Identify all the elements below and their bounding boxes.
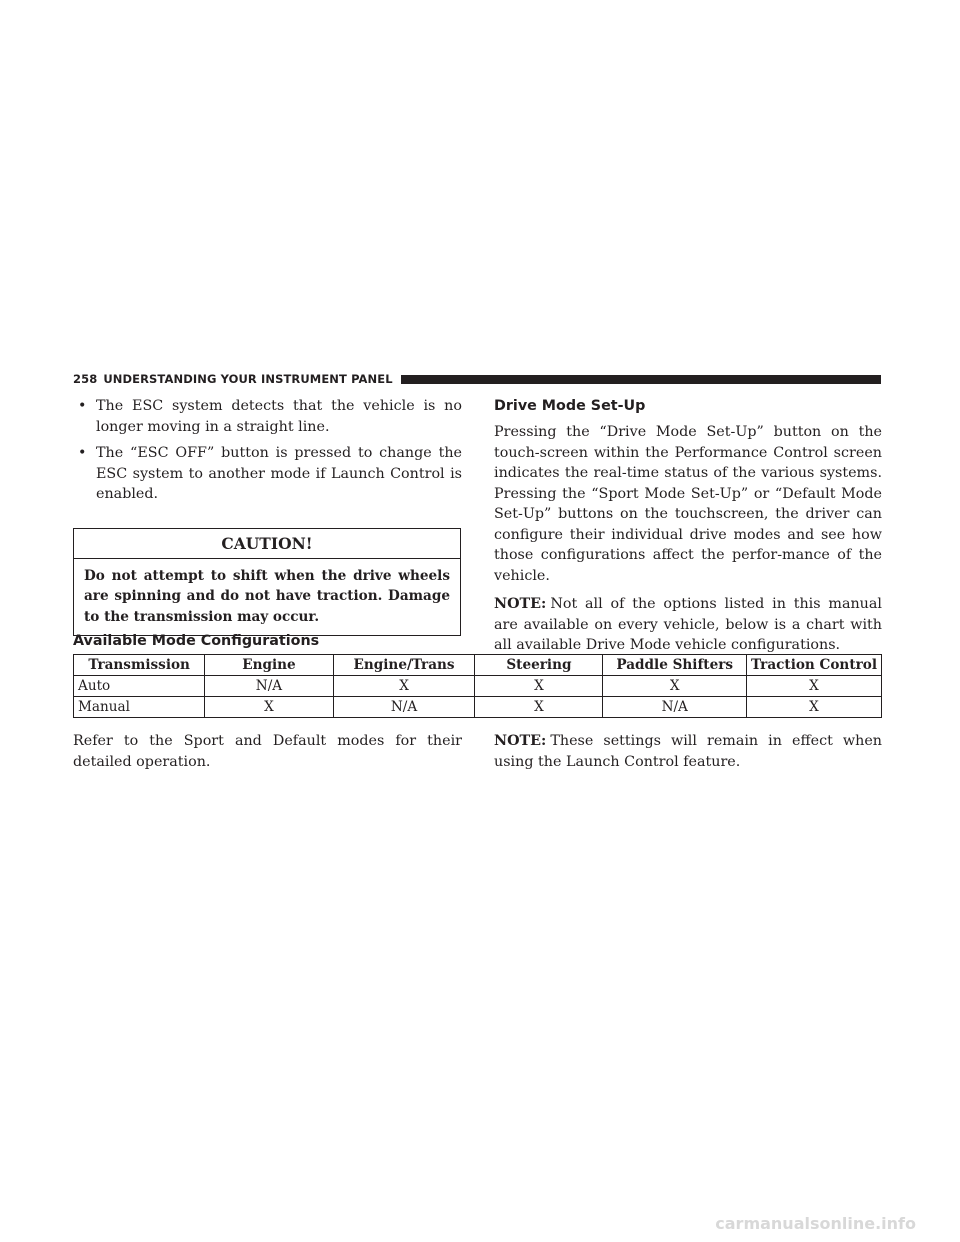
column-header: Engine bbox=[205, 655, 333, 676]
table-cell: Manual bbox=[74, 697, 205, 718]
table-cell: X bbox=[603, 676, 747, 697]
caution-text: Do not attempt to shift when the drive wheels are spinning and do not have traction. Damage to the transmission may occur. bbox=[84, 567, 450, 625]
bullet-text: The ESC system detects that the vehicle is no longer moving in a straight line. bbox=[96, 398, 462, 435]
bottom-right-note bbox=[494, 731, 882, 772]
left-column bbox=[73, 396, 462, 636]
configurations-table bbox=[73, 654, 882, 718]
table-row bbox=[74, 676, 882, 697]
table-cell: X bbox=[747, 676, 882, 697]
column-header: Paddle Shifters bbox=[603, 655, 747, 676]
column-header: Engine/Trans bbox=[333, 655, 475, 676]
note-label: NOTE: bbox=[494, 733, 547, 749]
note-paragraph bbox=[494, 594, 882, 656]
bullet-text: The “ESC OFF” button is pressed to change the ESC system to another mode if Launch Control is enabled. bbox=[96, 445, 462, 502]
bottom-left-text: Refer to the Sport and Default modes for their detailed operation. bbox=[73, 733, 462, 770]
table-title: Available Mode Configurations bbox=[73, 633, 320, 649]
note-text: These settings will remain in effect when using the Launch Control feature. bbox=[494, 733, 882, 770]
drive-mode-paragraph: Pressing the “Drive Mode Set-Up” button on the touch-screen within the Performance Control screen indicates the real-time status of the various systems. Pressing the “Sport Mode Set-Up” or “Default Mode Set-Up” buttons on the touchscreen, the driver can configure their individual drive modes and see how those configurations affect the perfor-mance of the vehicle. bbox=[494, 424, 882, 584]
page-header bbox=[73, 372, 881, 386]
page-number: 258 bbox=[73, 372, 98, 386]
right-column bbox=[494, 396, 882, 664]
header-rule bbox=[401, 375, 881, 384]
table-cell: X bbox=[205, 697, 333, 718]
table-cell: X bbox=[475, 697, 603, 718]
table-cell: N/A bbox=[333, 697, 475, 718]
table-row bbox=[74, 697, 882, 718]
table-cell: X bbox=[475, 676, 603, 697]
column-header: Transmission bbox=[74, 655, 205, 676]
table-cell: N/A bbox=[603, 697, 747, 718]
table-cell: X bbox=[747, 697, 882, 718]
table-header-row bbox=[74, 655, 882, 676]
caution-box bbox=[73, 528, 461, 637]
note-label: NOTE: bbox=[494, 596, 547, 612]
note-text: Not all of the options listed in this manual are available on every vehicle, below is a chart with all available Drive Mode vehicle configurations. bbox=[494, 596, 882, 653]
table-cell: Auto bbox=[74, 676, 205, 697]
column-header: Steering bbox=[475, 655, 603, 676]
table-cell: X bbox=[333, 676, 475, 697]
watermark: carmanualsonline.info bbox=[715, 1214, 916, 1233]
section-title: UNDERSTANDING YOUR INSTRUMENT PANEL bbox=[103, 372, 393, 386]
bullet-item bbox=[73, 443, 462, 505]
bullet-icon: • bbox=[78, 445, 87, 461]
table-cell: N/A bbox=[205, 676, 333, 697]
bullet-item bbox=[73, 396, 462, 437]
bullet-icon: • bbox=[78, 398, 87, 414]
section-heading: Drive Mode Set-Up bbox=[494, 398, 646, 414]
column-header: Traction Control bbox=[747, 655, 882, 676]
caution-title: CAUTION! bbox=[74, 529, 460, 559]
